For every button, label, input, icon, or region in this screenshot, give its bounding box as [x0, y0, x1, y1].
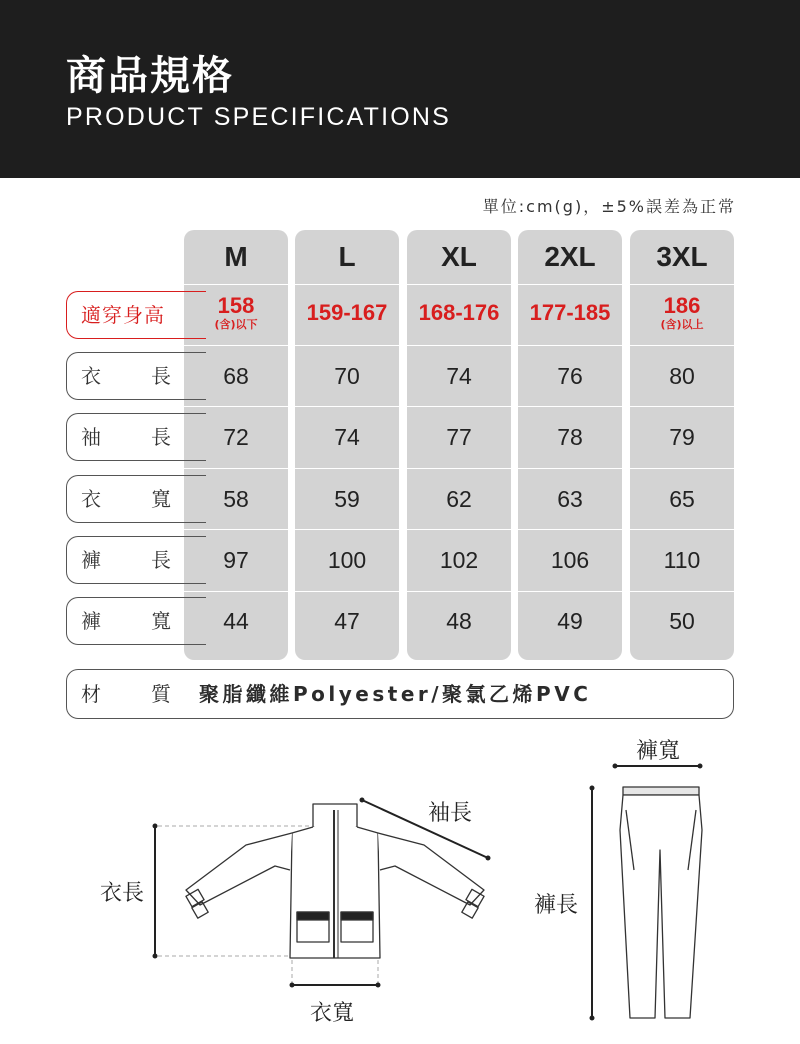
pants-illustration: [620, 787, 702, 1018]
row-label-text: 長: [151, 425, 171, 449]
height-value: 158: [217, 293, 255, 318]
height-note: (含)以上: [660, 318, 704, 331]
size-header: 3XL: [656, 241, 708, 272]
height-value: 168-176: [418, 300, 500, 325]
table-cell: 79: [669, 424, 695, 450]
height-note: (含)以下: [214, 318, 258, 331]
material-value: 聚脂纖維Polyester/聚氯乙烯PVC: [199, 682, 592, 706]
label-pants-width: 褲寬: [636, 739, 681, 764]
row-label-jacket-length: [66, 352, 206, 400]
row-label-sleeve-length: [66, 413, 206, 461]
table-cell: 70: [334, 363, 360, 389]
table-cell: 74: [334, 424, 360, 450]
material-label: 材: [81, 682, 101, 706]
table-cell: 68: [223, 363, 249, 389]
size-header: 2XL: [544, 241, 596, 272]
table-cell: 78: [557, 424, 583, 450]
height-value: 186: [663, 293, 701, 318]
row-label-height: [66, 291, 206, 339]
table-cell: 58: [223, 486, 249, 512]
row-divider: [184, 345, 734, 346]
height-value: 159-167: [306, 300, 388, 325]
table-cell: 97: [223, 547, 249, 573]
unit-note: 單位:cm(g)，±5%誤差為正常: [482, 197, 736, 216]
size-header: L: [338, 241, 356, 272]
table-cell: 59: [334, 486, 360, 512]
label-jacket-length: 衣長: [100, 881, 145, 906]
table-cell: 76: [557, 363, 583, 389]
table-cell: 47: [334, 608, 360, 634]
table-cell: 74: [446, 363, 472, 389]
row-label-text: 褲: [81, 548, 101, 572]
label-jacket-width: 衣寬: [310, 1001, 355, 1026]
row-divider: [184, 591, 734, 592]
table-cell: 72: [223, 424, 249, 450]
table-cell: 48: [446, 608, 472, 634]
material-label: 質: [151, 682, 171, 706]
table-cell: 106: [550, 547, 590, 573]
table-cell: 62: [446, 486, 472, 512]
row-label-text: 衣: [81, 364, 101, 388]
table-cell: 63: [557, 486, 583, 512]
row-divider: [184, 284, 734, 285]
header-banner: [0, 0, 800, 178]
table-cell: 65: [669, 486, 695, 512]
material-row: [66, 669, 734, 719]
label-sleeve-length: 袖長: [428, 801, 473, 826]
table-cell: 77: [446, 424, 472, 450]
row-label-text: 適穿身高: [81, 303, 165, 327]
table-cell: 80: [669, 363, 695, 389]
row-label-jacket-width: [66, 475, 206, 523]
row-label-text: 衣: [81, 487, 101, 511]
row-divider: [184, 529, 734, 530]
height-value: 177-185: [529, 300, 611, 325]
jacket-illustration: [186, 804, 484, 958]
table-cell: 44: [223, 608, 249, 634]
page-subtitle: PRODUCT SPECIFICATIONS: [66, 103, 452, 131]
row-divider: [184, 468, 734, 469]
table-cell: 49: [557, 608, 583, 634]
table-cell: 110: [663, 547, 701, 573]
row-label-pants-width: [66, 597, 206, 645]
table-cell: 50: [669, 608, 695, 634]
table-cell: 102: [439, 547, 479, 573]
size-header: M: [224, 241, 248, 272]
size-header: XL: [441, 241, 477, 272]
row-label-text: 長: [151, 548, 171, 572]
page-title: 商品規格: [66, 53, 234, 99]
row-divider: [184, 406, 734, 407]
row-label-text: 寬: [151, 609, 171, 633]
row-label-text: 袖: [81, 425, 101, 449]
row-label-text: 長: [151, 364, 171, 388]
table-cell: 100: [327, 547, 367, 573]
row-label-pants-length: [66, 536, 206, 584]
label-pants-length: 褲長: [534, 893, 579, 918]
row-label-text: 褲: [81, 609, 101, 633]
row-label-text: 寬: [151, 487, 171, 511]
